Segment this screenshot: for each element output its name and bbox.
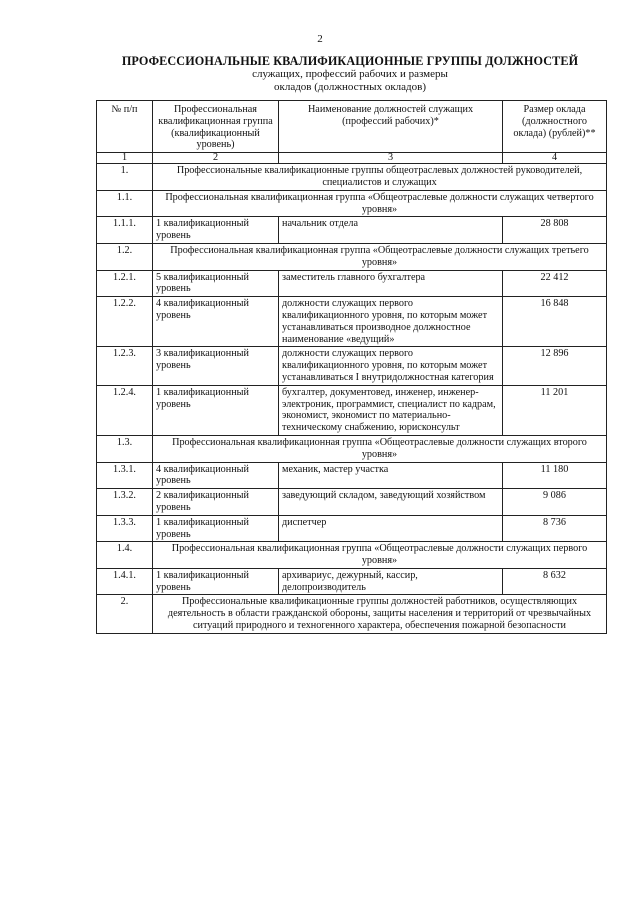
- position-names: диспетчер: [279, 515, 503, 542]
- group-title: Профессиональные квалификационные группы должностей работников, осуществляющих деятельность в области гражданской обороны, защиты населения и территорий от чрезвычайных ситуаций природного и техногенного характера, обеспечения пожарной безопасности: [153, 595, 607, 633]
- row-number: 1.3.2.: [97, 489, 153, 516]
- row-number: 1.3.1.: [97, 462, 153, 489]
- row-number: 1.: [97, 164, 153, 191]
- column-number: 4: [503, 153, 607, 164]
- group-title: Профессиональные квалификационные группы общеотраслевых должностей руководителей, специалистов и служащих: [153, 164, 607, 191]
- salary-amount: 12 896: [503, 347, 607, 385]
- qualification-level: 4 квалификационный уровень: [153, 462, 279, 489]
- column-number: 2: [153, 153, 279, 164]
- header-group: Профессиональная квалификационная группа (квалификационный уровень): [153, 101, 279, 153]
- qualification-level: 1 квалификационный уровень: [153, 385, 279, 435]
- position-names: механик, мастер участка: [279, 462, 503, 489]
- column-number: 1: [97, 153, 153, 164]
- header-positions: Наименование должностей служащих (профессий рабочих)*: [279, 101, 503, 153]
- document-subtitle-line-1: служащих, профессий рабочих и размеры: [252, 68, 448, 80]
- group-row: [97, 164, 607, 191]
- position-names: заведующий складом, заведующий хозяйством: [279, 489, 503, 516]
- row-number: 1.2.4.: [97, 385, 153, 435]
- page-number: 2: [317, 33, 323, 45]
- column-number: 3: [279, 153, 503, 164]
- salary-amount: 8 736: [503, 515, 607, 542]
- position-names: архивариус, дежурный, кассир, делопроизводитель: [279, 568, 503, 595]
- salary-amount: 22 412: [503, 270, 607, 297]
- table-row: [97, 489, 607, 516]
- salary-amount: 28 808: [503, 217, 607, 244]
- row-number: 1.3.3.: [97, 515, 153, 542]
- row-number: 1.2.1.: [97, 270, 153, 297]
- row-number: 1.1.1.: [97, 217, 153, 244]
- group-row: [97, 243, 607, 270]
- salary-amount: 16 848: [503, 297, 607, 347]
- qualification-level: 3 квалификационный уровень: [153, 347, 279, 385]
- document-subtitle-line-2: окладов (должностных окладов): [273, 81, 426, 93]
- row-number: 2.: [97, 595, 153, 633]
- table-row: [97, 568, 607, 595]
- table-row: [97, 385, 607, 435]
- row-number: 1.2.3.: [97, 347, 153, 385]
- position-names: начальник отдела: [279, 217, 503, 244]
- qualification-level: 1 квалификационный уровень: [153, 568, 279, 595]
- salary-amount: 8 632: [503, 568, 607, 595]
- qualification-level: 4 квалификационный уровень: [153, 297, 279, 347]
- header-salary: Размер оклада (должностного оклада) (рублей)**: [503, 101, 607, 153]
- group-title: Профессиональная квалификационная группа «Общеотраслевые должности служащих первого уровня»: [153, 542, 607, 569]
- row-number: 1.4.: [97, 542, 153, 569]
- row-number: 1.3.: [97, 435, 153, 462]
- qualification-level: 2 квалификационный уровень: [153, 489, 279, 516]
- table-row: [97, 515, 607, 542]
- position-names: заместитель главного бухгалтера: [279, 270, 503, 297]
- group-row: [97, 542, 607, 569]
- row-number: 1.2.: [97, 243, 153, 270]
- table-header-row: [97, 101, 607, 153]
- group-row: [97, 190, 607, 217]
- table-row: [97, 217, 607, 244]
- group-row: [97, 435, 607, 462]
- header-number: № п/п: [97, 101, 153, 153]
- position-names: должности служащих первого квалификационного уровня, по которым может устанавливаться I внутридолжностная категория: [279, 347, 503, 385]
- column-number-row: [97, 153, 607, 164]
- group-title: Профессиональная квалификационная группа «Общеотраслевые должности служащих второго уровня»: [153, 435, 607, 462]
- qualification-level: 1 квалификационный уровень: [153, 217, 279, 244]
- group-row: [97, 595, 607, 633]
- row-number: 1.1.: [97, 190, 153, 217]
- row-number: 1.4.1.: [97, 568, 153, 595]
- salary-amount: 11 180: [503, 462, 607, 489]
- position-names: должности служащих первого квалификационного уровня, по которым может устанавливаться производное должностное наименование «ведущий»: [279, 297, 503, 347]
- group-title: Профессиональная квалификационная группа «Общеотраслевые должности служащих третьего уровня»: [153, 243, 607, 270]
- document-title: ПРОФЕССИОНАЛЬНЫЕ КВАЛИФИКАЦИОННЫЕ ГРУППЫ ДОЛЖНОСТЕЙ: [121, 54, 579, 68]
- salary-amount: 11 201: [503, 385, 607, 435]
- position-names: бухгалтер, документовед, инженер, инженер-электроник, программист, специалист по кадрам, экономист, экономист по материально-техническому снабжению, юрисконсульт: [279, 385, 503, 435]
- table-row: [97, 347, 607, 385]
- group-title: Профессиональная квалификационная группа «Общеотраслевые должности служащих четвертого уровня»: [153, 190, 607, 217]
- row-number: 1.2.2.: [97, 297, 153, 347]
- qualification-level: 5 квалификационный уровень: [153, 270, 279, 297]
- salary-amount: 9 086: [503, 489, 607, 516]
- table-row: [97, 297, 607, 347]
- qualification-level: 1 квалификационный уровень: [153, 515, 279, 542]
- table-row: [97, 462, 607, 489]
- qualification-groups-table: [96, 100, 607, 634]
- table-row: [97, 270, 607, 297]
